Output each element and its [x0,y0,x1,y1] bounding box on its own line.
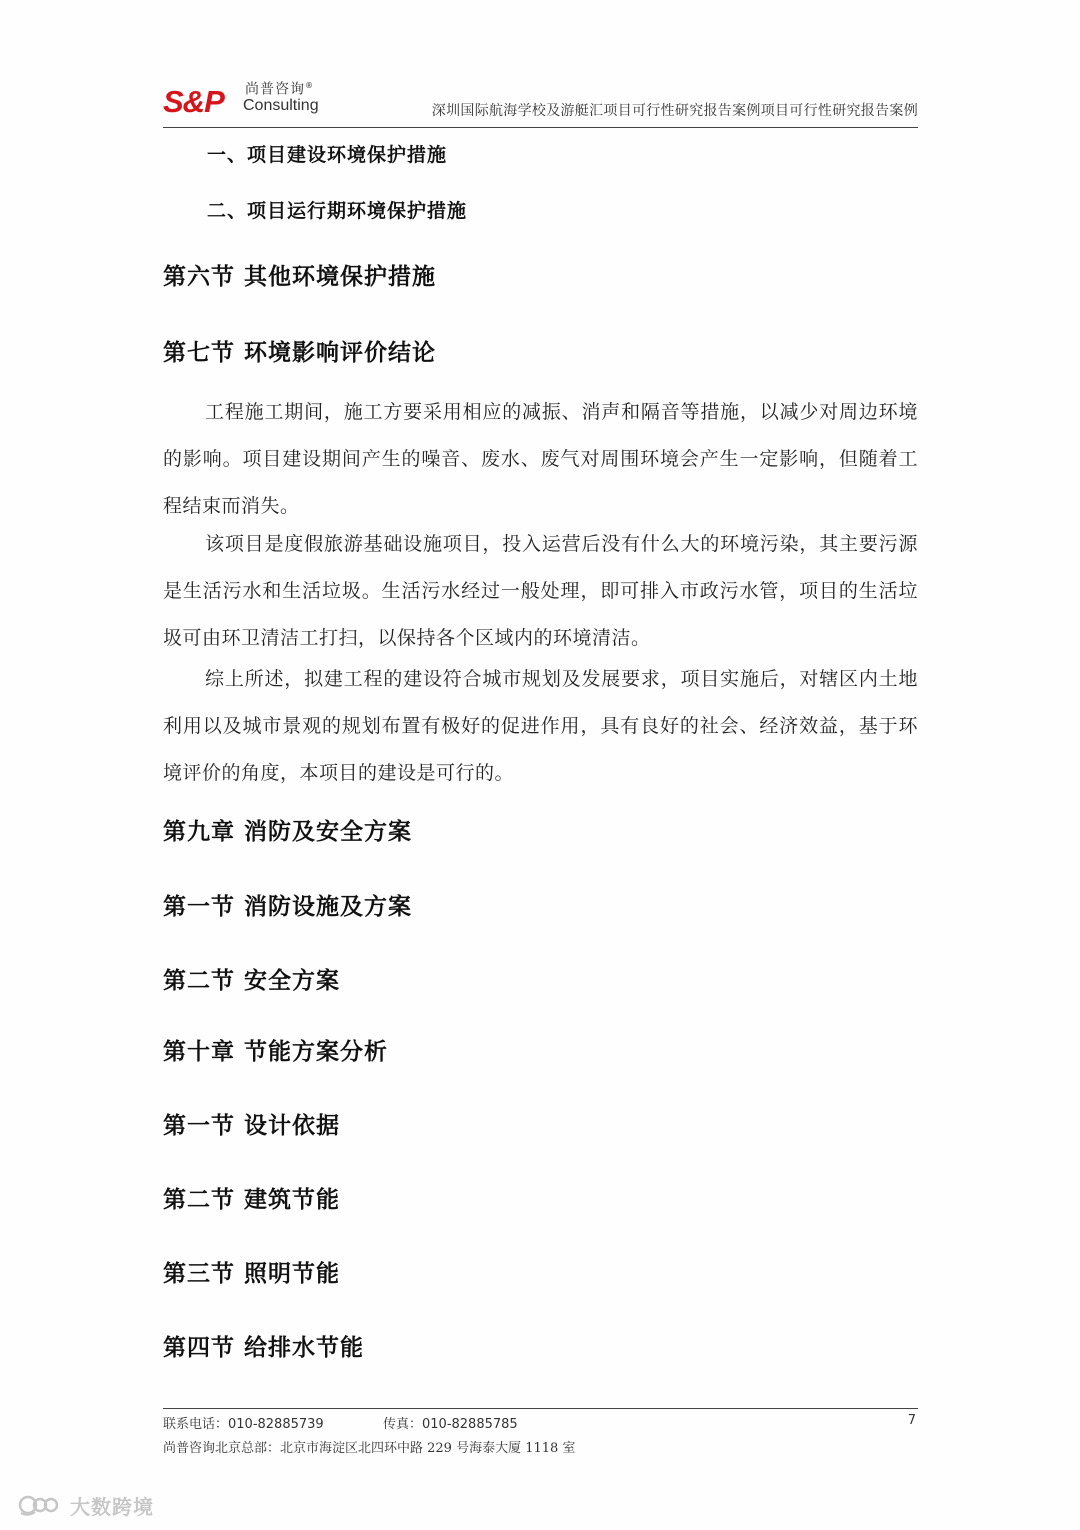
registered-mark: ® [305,81,314,90]
section-heading-9-1: 第一节 消防设施及方案 [163,894,413,920]
subheading-operation-protection: 二、项目运行期环境保护措施 [207,200,468,222]
footer-divider [163,1408,918,1409]
company-logo [163,80,333,126]
watermark-text: 大数跨境 [70,1494,154,1519]
section-heading-10-4: 第四节 给排水节能 [163,1335,365,1361]
section-heading-6: 第六节 其他环境保护措施 [163,264,437,290]
section-heading-7: 第七节 环境影响评价结论 [163,340,437,366]
footer-fax: 传真：010-82885785 [383,1417,518,1432]
chapter-heading-9: 第九章 消防及安全方案 [163,819,413,845]
section-heading-9-2: 第二节 安全方案 [163,968,341,994]
paragraph-construction-impact: 工程施工期间，施工方要采用相应的减振、消声和隔音等措施，以减少对周边环境的影响。项目建设期间产生的噪音、废水、废气对周围环境会产生一定影响，但随着工程结束而消失。 [163,401,918,517]
logo-mark: S&P [163,84,224,119]
page-number: 7 [907,1413,916,1428]
section-heading-10-2: 第二节 建筑节能 [163,1187,341,1213]
header-title: 深圳国际航海学校及游艇汇项目可行性研究报告案例项目可行性研究报告案例 [431,103,918,119]
logo-cn-text: 尚普咨询 [245,81,305,98]
logo-english-name: Consulting [243,97,319,114]
watermark-logo-icon [18,1493,64,1517]
footer-phone: 联系电话：010-82885739 [163,1417,324,1432]
logo-chinese-name [245,82,314,97]
paragraph-conclusion: 综上所述，拟建工程的建设符合城市规划及发展要求，项目实施后，对辖区内土地利用以及城市景观的规划布置有极好的促进作用，具有良好的社会、经济效益，基于环境评价的角度，本项目的建设是可行的。 [163,668,918,784]
header-divider [163,127,918,128]
chapter-heading-10: 第十章 节能方案分析 [163,1039,389,1065]
subheading-construction-protection: 一、项目建设环境保护措施 [207,144,448,166]
paragraph-pollution-sources: 该项目是度假旅游基础设施项目，投入运营后没有什么大的环境污染，其主要污源是生活污水和生活垃圾。生活污水经过一般处理，即可排入市政污水管，项目的生活垃圾可由环卫清洁工打扫，以保持各个区域内的环境清洁。 [163,533,918,649]
footer-address: 尚普咨询北京总部：北京市海淀区北四环中路 229 号海泰大厦 1118 室 [163,1441,576,1456]
section-heading-10-3: 第三节 照明节能 [163,1261,341,1287]
section-heading-10-1: 第一节 设计依据 [163,1113,341,1139]
page-header [163,72,918,130]
watermark [18,1490,154,1520]
footer-contact-line [163,1413,918,1433]
